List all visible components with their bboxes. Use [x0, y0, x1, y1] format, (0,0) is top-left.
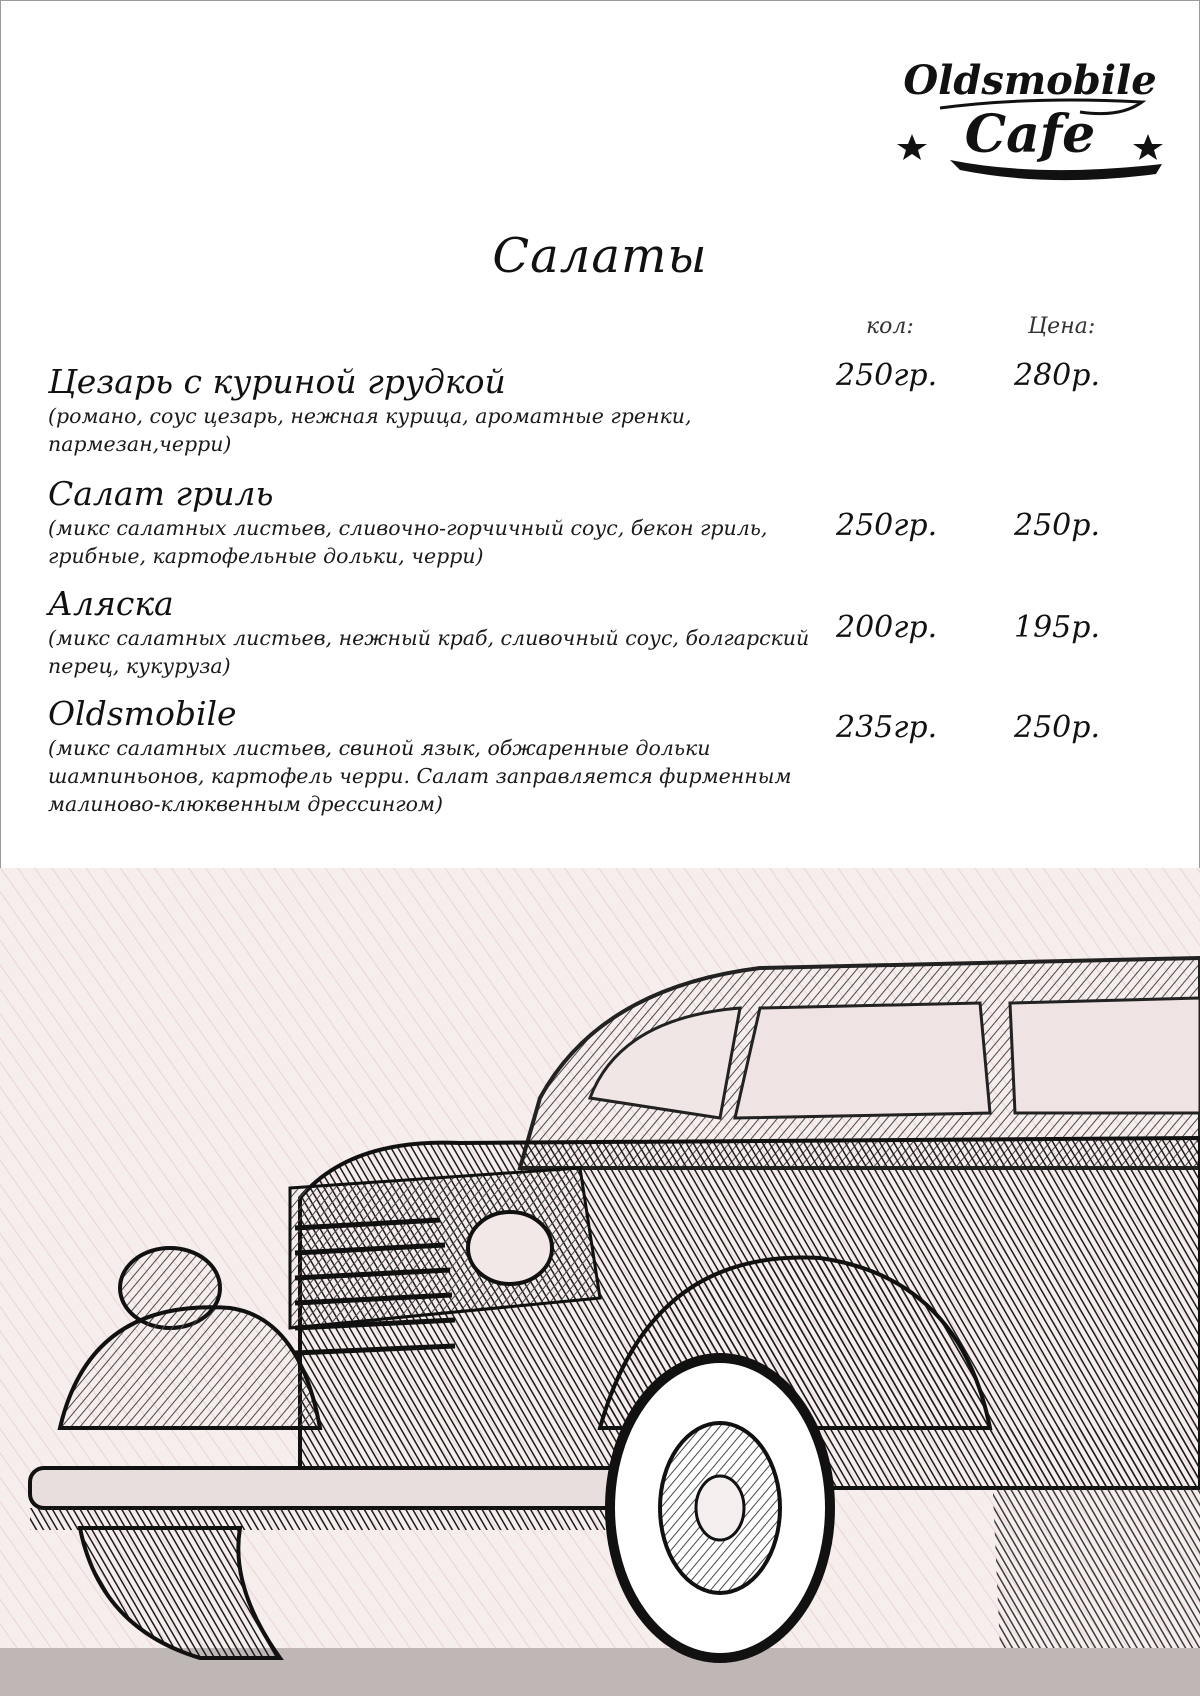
logo-line2: Cafe [964, 104, 1096, 165]
star-icon [897, 134, 927, 160]
menu-item [48, 584, 1168, 680]
item-description: (микс салатных листьев, свиной язык, обжаренные дольки шампиньонов, картофель черри. Салат заправляется фирменным малиново-клюквенным дрессингом) [48, 736, 792, 816]
item-quantity: 250гр. [836, 508, 938, 543]
item-name: Oldsmobile [48, 694, 237, 733]
column-header-price: Цена: [1028, 314, 1096, 339]
item-price: 280р. [1014, 358, 1101, 393]
tire-track-graphic [42, 62, 922, 180]
item-name: Аляска [48, 584, 174, 623]
menu-item [48, 694, 1168, 818]
item-name: Салат гриль [48, 474, 274, 513]
menu-item [48, 474, 1168, 570]
item-price: 250р. [1014, 710, 1101, 745]
item-description: (микс салатных листьев, нежный краб, сливочный соус, болгарский перец, кукуруза) [48, 626, 810, 678]
item-quantity: 235гр. [836, 710, 938, 745]
section-title: Салаты [492, 228, 708, 284]
vintage-car-sketch-illustration [0, 868, 1200, 1696]
column-header-quantity: кол: [866, 314, 914, 339]
oldsmobile-cafe-logo [880, 52, 1180, 192]
item-description: (микс салатных листьев, сливочно-горчичный соус, бекон гриль, грибные, картофельные дольки, черри) [48, 516, 768, 568]
item-price: 195р. [1014, 610, 1101, 645]
star-icon [1133, 134, 1163, 160]
menu-item [48, 358, 1168, 458]
item-name: Цезарь с куриной грудкой [48, 362, 506, 401]
item-quantity: 200гр. [836, 610, 938, 645]
item-quantity: 250гр. [836, 358, 938, 393]
logo-line1: Oldsmobile [903, 57, 1157, 104]
item-description: (романо, соус цезарь, нежная курица, ароматные гренки, пармезан,черри) [48, 404, 692, 456]
item-price: 250р. [1014, 508, 1101, 543]
